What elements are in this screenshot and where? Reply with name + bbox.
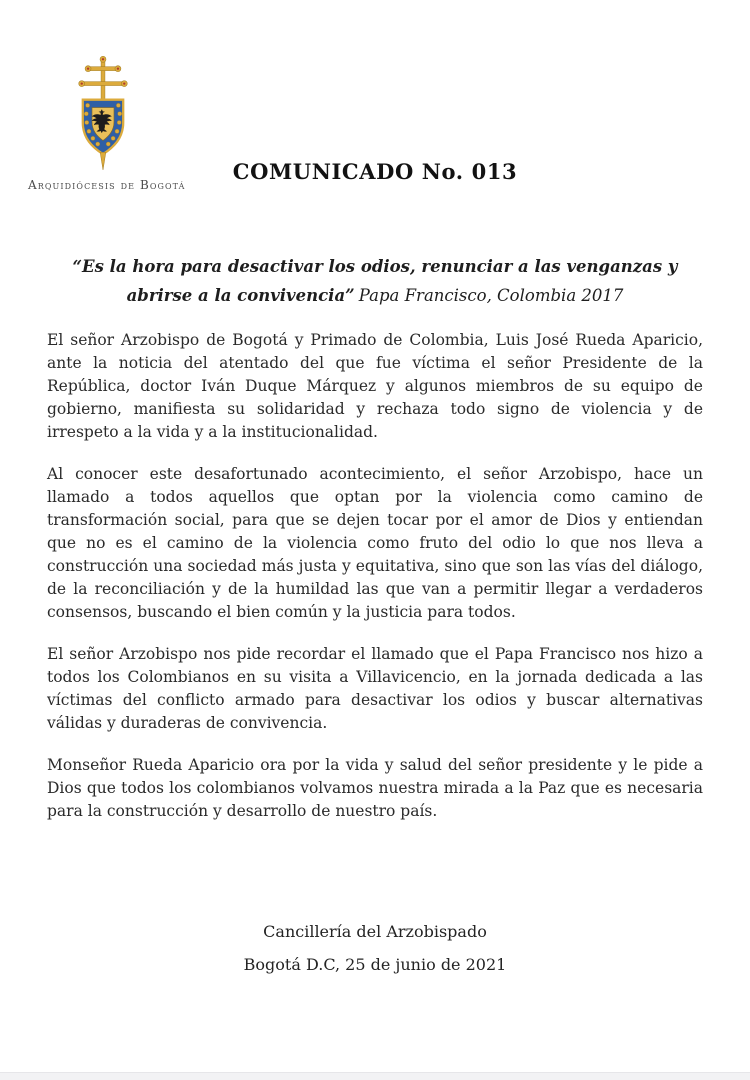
footer-date-line: Bogotá D.C, 25 de junio de 2021 xyxy=(243,955,507,974)
page-title: COMUNICADO No. 013 xyxy=(232,159,518,184)
footer-office-line: Cancillería del Arzobispado xyxy=(263,922,487,941)
body-paragraph-1: El señor Arzobispo de Bogotá y Primado de Colombia, Luis José Rueda Aparicio, ante la noticia del atentado del que fue víctima el señor Presidente de la República, doctor Iván Duque Márquez y algunos miembros de su equipo de gobierno, manifiesta su solidaridad y rechaza todo signo de violencia y de irrespeto a la vida y a la institucionalidad. xyxy=(47,331,703,441)
quote-text: “Es la hora para desactivar los odios, renunciar a las venganzas y abrirse a la convivencia” xyxy=(72,257,678,305)
document-body xyxy=(47,252,703,981)
quote-attribution: Papa Francisco, Colombia 2017 xyxy=(358,286,624,305)
page-bottom-edge xyxy=(0,1072,750,1080)
logo-caption: Arquidiócesis de Bogotá xyxy=(28,178,186,192)
body-paragraph-3: El señor Arzobispo nos pide recordar el llamado que el Papa Francisco nos hizo a todos los Colombianos en su visita a Villavicencio, en la jornada dedicada a las víctimas del conflicto armado para desactivar los odios y buscar alternativas válidas y duraderas de convivencia. xyxy=(47,645,703,732)
papal-quote xyxy=(47,252,703,310)
body-paragraph-2: Al conocer este desafortunado acontecimiento, el señor Arzobispo, hace un llamado a todos aquellos que optan por la violencia como camino de transformación social, para que se dejen tocar por el amor de Dios y entiendan que no es el camino de la violencia como fruto del odio lo que nos lleva a construcción una sociedad más justa y equitativa, sino que son las vías del diálogo, de la reconciliación y de la humildad las que van a permitir llegar a verdaderos consensos, buscando el bien común y la justicia para todos. xyxy=(47,465,703,621)
document-footer xyxy=(47,915,703,981)
body-paragraph-4: Monseñor Rueda Aparicio ora por la vida y salud del señor presidente y le pide a Dios que todos los colombianos volvamos nuestra mirada a la Paz que es necesaria para la construcción y desarrollo de nuestro país. xyxy=(47,756,703,820)
